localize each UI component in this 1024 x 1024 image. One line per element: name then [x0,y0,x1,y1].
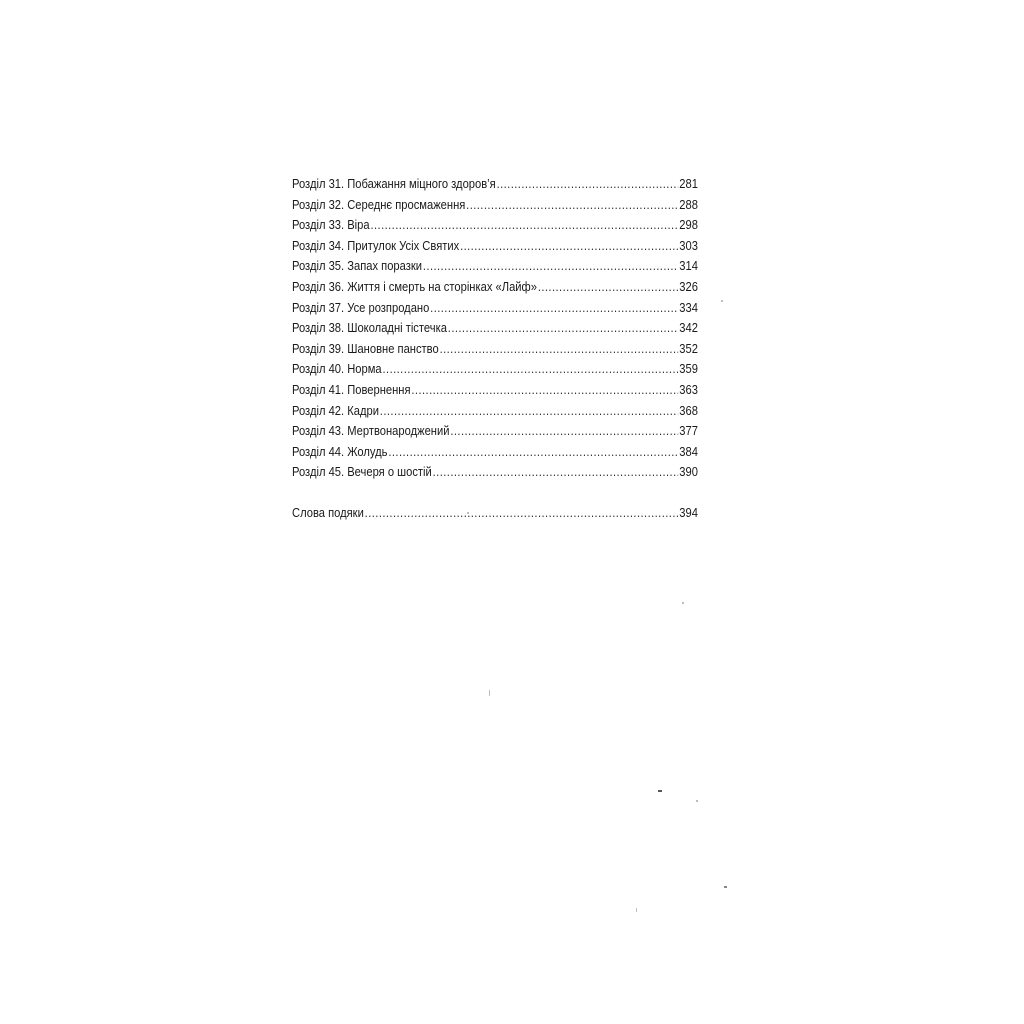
toc-leader-dots [440,339,679,360]
toc-entry-title: Розділ 41. Повернення [292,381,411,397]
toc-entry-40 [292,359,698,380]
toc-entry-title: Розділ 33. Віра [292,217,370,233]
toc-entry-38 [292,318,698,339]
toc-entry-43 [292,421,698,442]
toc-entry-title: Розділ 37. Усе розпродано [292,299,430,315]
toc-entry-37 [292,298,698,319]
scan-speck [636,908,637,912]
toc-leader-dots [450,421,678,442]
scan-speck [682,602,684,604]
toc-leader-dots [466,195,678,216]
toc-leader-dots [460,236,678,257]
scan-speck [721,300,723,302]
toc-entry-page: 384 [679,443,698,459]
toc-entry-title: Розділ 43. Мертвонароджений [292,423,450,439]
toc-entry-page: 359 [679,361,698,377]
toc-entry-41 [292,380,698,401]
toc-entry-page: 394 [679,504,698,520]
toc-entry-42 [292,401,698,422]
toc-entry-36 [292,277,698,298]
scan-speck [696,800,698,802]
toc-entry-page: 352 [679,340,698,356]
toc-entry-title: Розділ 39. Шановне панство [292,340,439,356]
toc-entry-title: Розділ 36. Життя і смерть на сторінках «Лайф» [292,278,537,294]
toc-leader-dots [370,215,678,236]
toc-entry-title: Розділ 38. Шоколадні тістечка [292,320,447,336]
toc-entry-page: 363 [679,381,698,397]
toc-leader-dots [448,318,679,339]
toc-entry-page: 390 [679,464,698,480]
toc-entry-page: 368 [679,402,698,418]
toc-entry-title: Розділ 34. Притулок Усіх Святих [292,237,460,253]
toc-leader-dots [538,277,679,298]
toc-entry-title: Розділ 31. Побажання міцного здоров’я [292,176,496,191]
section-gap [292,483,698,503]
toc-entry-title: Розділ 35. Запах поразки [292,258,423,274]
toc-entry-35 [292,256,698,277]
table-of-contents [292,174,698,524]
toc-entry-31 [292,174,698,195]
toc-entry-39 [292,339,698,360]
toc-entry-title: Слова подяки [292,504,364,520]
toc-entry-44 [292,442,698,463]
toc-entry-page: 303 [679,237,698,253]
scan-speck [724,886,727,888]
scan-speck [489,690,490,696]
toc-entry-page: 314 [679,258,698,274]
toc-leader-dots [430,298,678,319]
toc-entry-page: 334 [679,299,698,315]
toc-entry-page: 281 [679,176,698,191]
toc-leader-dots [411,380,678,401]
toc-leader-dots [423,256,679,277]
toc-entry-title: Розділ 40. Норма [292,361,382,377]
toc-leader-dots [497,174,679,195]
toc-entry-page: 342 [679,320,698,336]
toc-entry-page: 326 [679,278,698,294]
toc-entry-32 [292,195,698,216]
toc-entry-34 [292,236,698,257]
toc-entry-acknowledgements [292,503,698,524]
toc-entry-title: Розділ 42. Кадри [292,402,379,418]
toc-leader-dots [365,503,679,524]
toc-entry-33 [292,215,698,236]
toc-entry-title: Розділ 44. Жолудь [292,443,388,459]
toc-entry-page: 377 [679,423,698,439]
toc-leader-dots [383,359,679,380]
scan-speck [658,790,662,792]
toc-leader-dots [388,442,678,463]
toc-entry-45 [292,462,698,483]
toc-leader-dots [380,401,679,422]
toc-entry-page: 288 [679,196,698,212]
toc-entry-title: Розділ 45. Вечеря о шостій [292,464,432,480]
scan-speck [467,512,469,514]
toc-entry-title: Розділ 32. Середнє просмаження [292,196,466,212]
toc-entry-page: 298 [679,217,698,233]
toc-leader-dots [433,462,679,483]
